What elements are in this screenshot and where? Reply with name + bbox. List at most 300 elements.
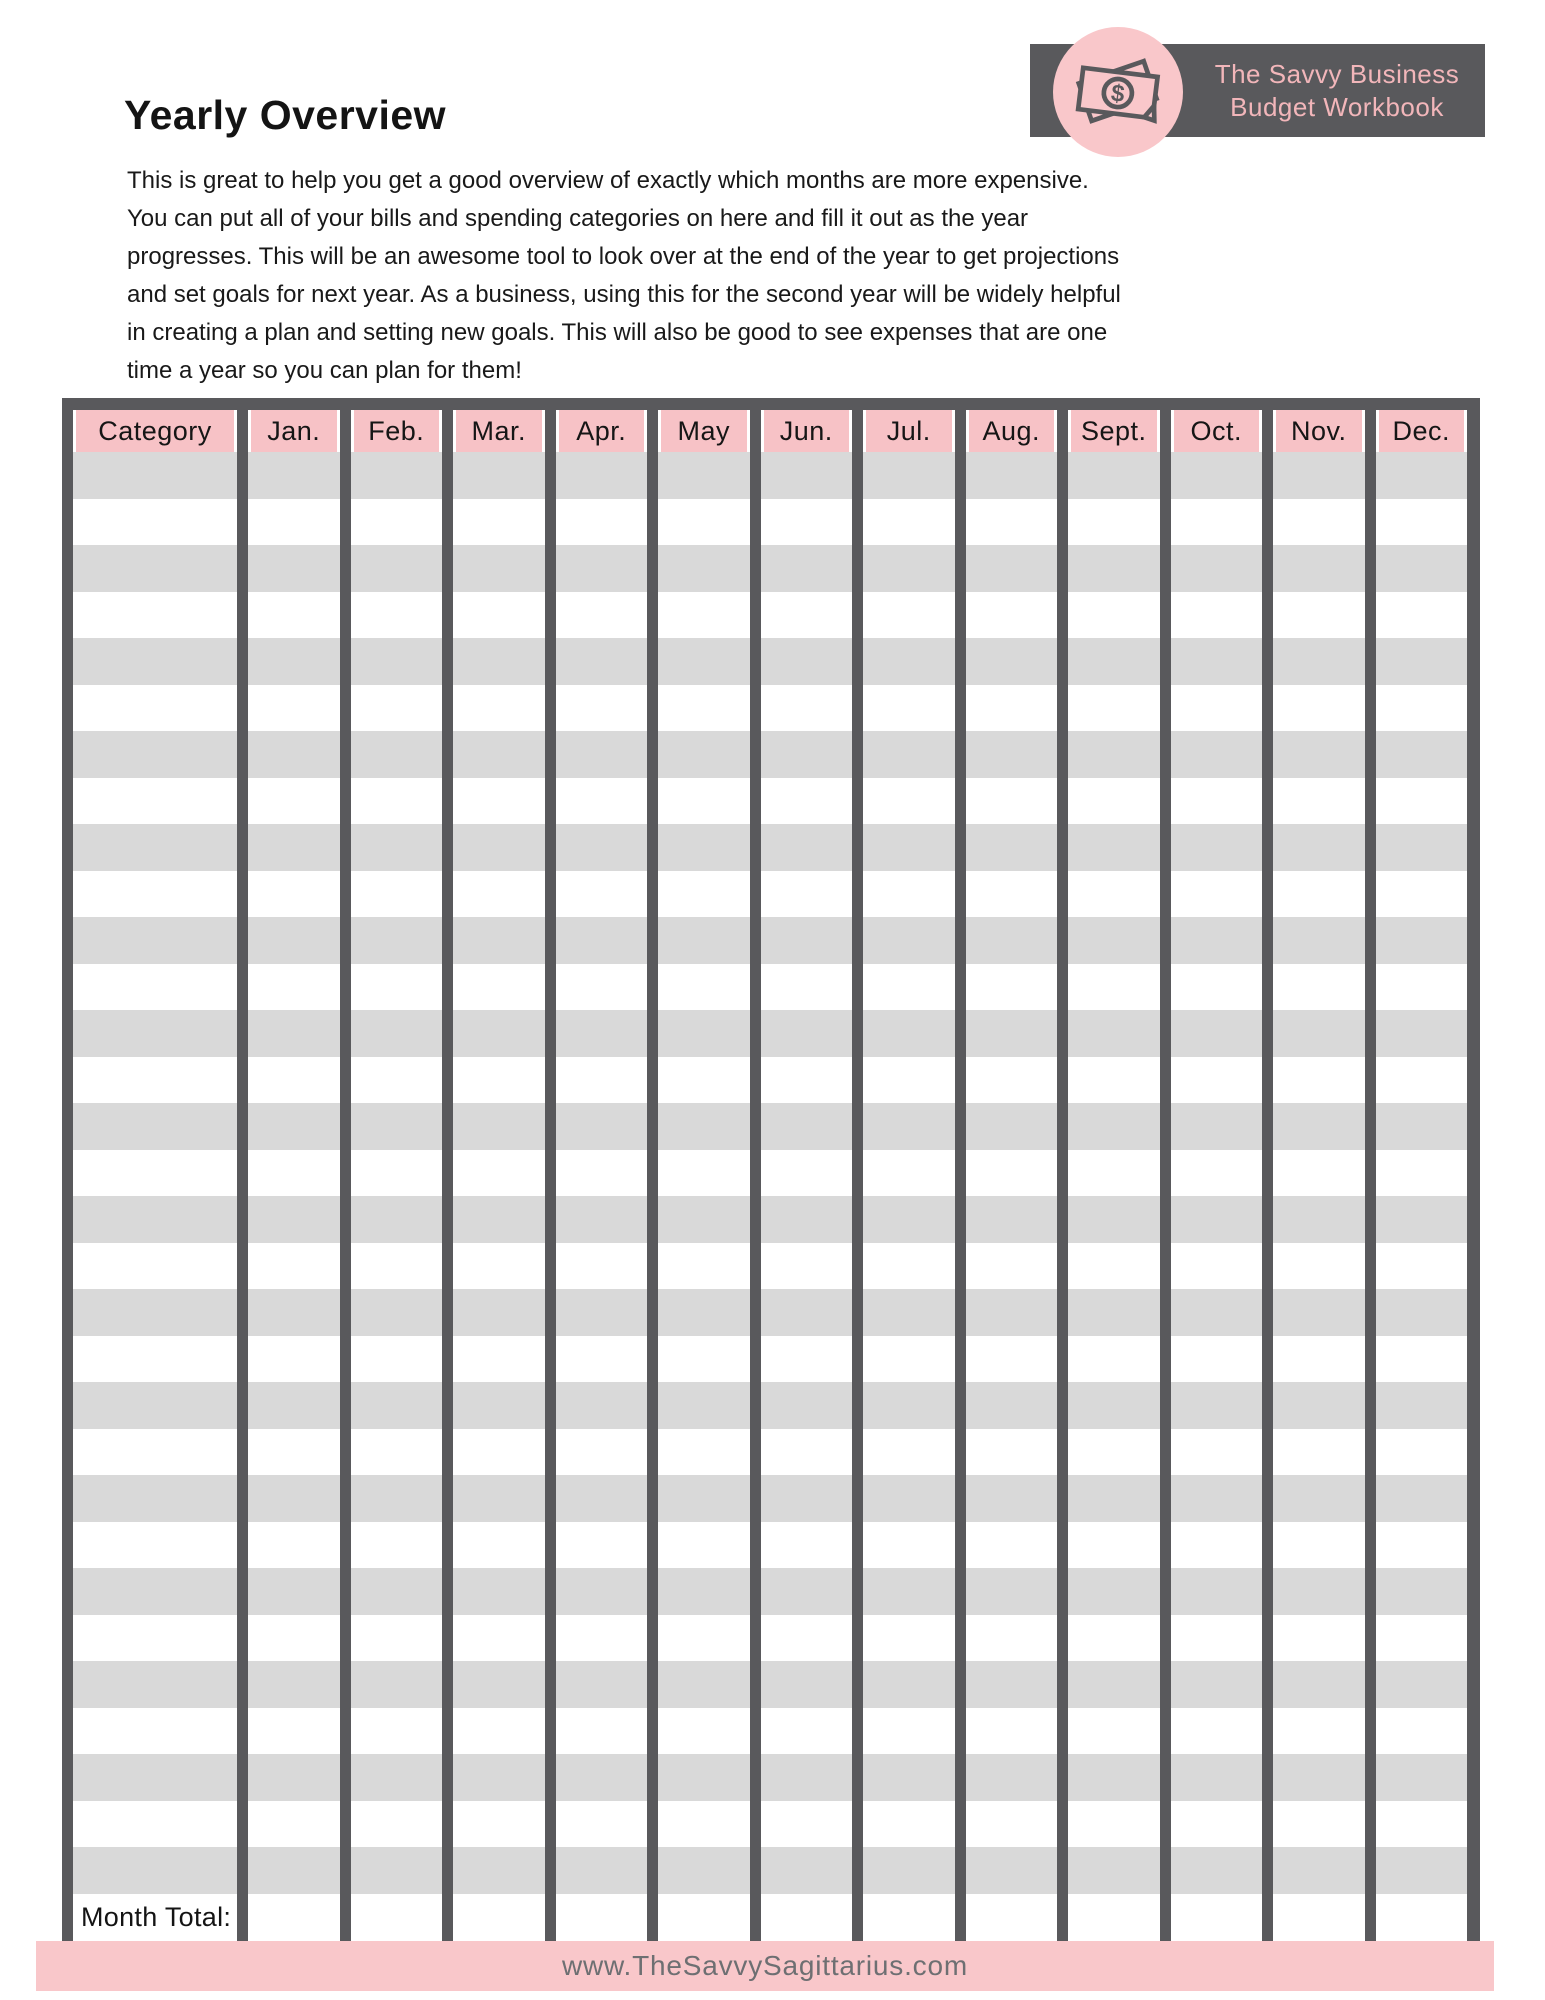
table-cell[interactable] — [556, 1057, 648, 1104]
table-cell[interactable] — [761, 1754, 853, 1801]
table-cell[interactable] — [966, 1382, 1058, 1429]
table-cell[interactable] — [248, 1103, 340, 1150]
table-cell[interactable] — [556, 452, 648, 499]
table-cell[interactable] — [1273, 638, 1365, 685]
table-cell[interactable] — [658, 638, 750, 685]
table-cell[interactable] — [1273, 1243, 1365, 1290]
table-cell[interactable] — [966, 871, 1058, 918]
table-cell[interactable] — [658, 1754, 750, 1801]
month-total-cell[interactable] — [351, 1894, 443, 1942]
table-cell[interactable] — [556, 731, 648, 778]
table-cell[interactable] — [73, 1847, 237, 1894]
table-cell[interactable] — [1068, 871, 1160, 918]
table-cell[interactable] — [556, 1708, 648, 1755]
table-cell[interactable] — [351, 592, 443, 639]
table-cell[interactable] — [1376, 964, 1468, 1011]
table-cell[interactable] — [658, 731, 750, 778]
table-cell[interactable] — [351, 1196, 443, 1243]
table-cell[interactable] — [73, 1103, 237, 1150]
table-cell[interactable] — [351, 1382, 443, 1429]
table-cell[interactable] — [248, 1661, 340, 1708]
table-cell[interactable] — [1068, 499, 1160, 546]
table-cell[interactable] — [863, 592, 955, 639]
table-cell[interactable] — [73, 824, 237, 871]
table-cell[interactable] — [1068, 1475, 1160, 1522]
table-cell[interactable] — [658, 1801, 750, 1848]
table-cell[interactable] — [1171, 871, 1263, 918]
table-cell[interactable] — [248, 1615, 340, 1662]
table-cell[interactable] — [658, 1615, 750, 1662]
table-cell[interactable] — [1171, 1382, 1263, 1429]
table-cell[interactable] — [761, 917, 853, 964]
table-cell[interactable] — [351, 1847, 443, 1894]
table-cell[interactable] — [248, 1801, 340, 1848]
table-cell[interactable] — [1068, 638, 1160, 685]
table-cell[interactable] — [248, 638, 340, 685]
table-cell[interactable] — [863, 1196, 955, 1243]
table-cell[interactable] — [1171, 1336, 1263, 1383]
table-cell[interactable] — [73, 964, 237, 1011]
table-cell[interactable] — [1171, 778, 1263, 825]
table-cell[interactable] — [761, 685, 853, 732]
table-cell[interactable] — [351, 964, 443, 1011]
table-cell[interactable] — [73, 871, 237, 918]
table-cell[interactable] — [658, 1336, 750, 1383]
table-cell[interactable] — [863, 871, 955, 918]
table-cell[interactable] — [453, 1196, 545, 1243]
table-cell[interactable] — [761, 1568, 853, 1615]
table-cell[interactable] — [761, 499, 853, 546]
table-cell[interactable] — [761, 1801, 853, 1848]
table-cell[interactable] — [351, 1336, 443, 1383]
table-cell[interactable] — [1273, 1522, 1365, 1569]
table-cell[interactable] — [1171, 1568, 1263, 1615]
table-cell[interactable] — [1376, 778, 1468, 825]
table-cell[interactable] — [863, 1289, 955, 1336]
table-cell[interactable] — [556, 545, 648, 592]
table-cell[interactable] — [1376, 1103, 1468, 1150]
table-cell[interactable] — [1171, 1150, 1263, 1197]
table-cell[interactable] — [658, 1382, 750, 1429]
table-cell[interactable] — [248, 731, 340, 778]
table-cell[interactable] — [761, 1475, 853, 1522]
table-cell[interactable] — [966, 1057, 1058, 1104]
table-cell[interactable] — [351, 1661, 443, 1708]
table-cell[interactable] — [453, 1382, 545, 1429]
table-cell[interactable] — [1273, 1103, 1365, 1150]
table-cell[interactable] — [1273, 1057, 1365, 1104]
table-cell[interactable] — [556, 638, 648, 685]
table-cell[interactable] — [556, 1196, 648, 1243]
table-cell[interactable] — [966, 1475, 1058, 1522]
table-cell[interactable] — [556, 1568, 648, 1615]
table-cell[interactable] — [761, 1150, 853, 1197]
table-cell[interactable] — [863, 1382, 955, 1429]
table-cell[interactable] — [863, 1057, 955, 1104]
table-cell[interactable] — [248, 1010, 340, 1057]
table-cell[interactable] — [1273, 1615, 1365, 1662]
table-cell[interactable] — [248, 1243, 340, 1290]
table-cell[interactable] — [73, 592, 237, 639]
table-cell[interactable] — [1171, 731, 1263, 778]
table-cell[interactable] — [453, 824, 545, 871]
table-cell[interactable] — [351, 1754, 443, 1801]
table-cell[interactable] — [863, 1522, 955, 1569]
table-cell[interactable] — [658, 685, 750, 732]
table-cell[interactable] — [1376, 1475, 1468, 1522]
table-cell[interactable] — [453, 871, 545, 918]
table-cell[interactable] — [966, 731, 1058, 778]
table-cell[interactable] — [1068, 1196, 1160, 1243]
table-cell[interactable] — [761, 545, 853, 592]
table-cell[interactable] — [73, 1057, 237, 1104]
table-cell[interactable] — [966, 1615, 1058, 1662]
table-cell[interactable] — [863, 731, 955, 778]
table-cell[interactable] — [453, 1336, 545, 1383]
table-cell[interactable] — [248, 1150, 340, 1197]
table-cell[interactable] — [248, 1336, 340, 1383]
table-cell[interactable] — [658, 1475, 750, 1522]
table-cell[interactable] — [248, 1382, 340, 1429]
table-cell[interactable] — [556, 1150, 648, 1197]
table-cell[interactable] — [1068, 685, 1160, 732]
table-cell[interactable] — [73, 1568, 237, 1615]
table-cell[interactable] — [556, 499, 648, 546]
table-cell[interactable] — [863, 452, 955, 499]
table-cell[interactable] — [453, 592, 545, 639]
table-cell[interactable] — [453, 917, 545, 964]
table-cell[interactable] — [351, 1289, 443, 1336]
table-cell[interactable] — [1171, 592, 1263, 639]
table-cell[interactable] — [351, 1103, 443, 1150]
table-cell[interactable] — [1068, 452, 1160, 499]
table-cell[interactable] — [1273, 1150, 1365, 1197]
table-cell[interactable] — [658, 1150, 750, 1197]
table-cell[interactable] — [556, 1522, 648, 1569]
table-cell[interactable] — [863, 964, 955, 1011]
table-cell[interactable] — [556, 1754, 648, 1801]
table-cell[interactable] — [761, 1196, 853, 1243]
table-cell[interactable] — [1171, 1196, 1263, 1243]
table-cell[interactable] — [863, 1336, 955, 1383]
table-cell[interactable] — [1376, 638, 1468, 685]
table-cell[interactable] — [1376, 1010, 1468, 1057]
table-cell[interactable] — [453, 1150, 545, 1197]
table-cell[interactable] — [1068, 1847, 1160, 1894]
table-cell[interactable] — [453, 499, 545, 546]
table-cell[interactable] — [453, 1754, 545, 1801]
table-cell[interactable] — [1171, 1754, 1263, 1801]
table-cell[interactable] — [1273, 592, 1365, 639]
table-cell[interactable] — [1171, 685, 1263, 732]
table-cell[interactable] — [1273, 545, 1365, 592]
month-total-cell[interactable] — [1273, 1894, 1365, 1942]
table-cell[interactable] — [966, 545, 1058, 592]
table-cell[interactable] — [248, 1057, 340, 1104]
table-cell[interactable] — [863, 917, 955, 964]
table-cell[interactable] — [761, 1289, 853, 1336]
table-cell[interactable] — [966, 638, 1058, 685]
month-total-cell[interactable] — [966, 1894, 1058, 1942]
table-cell[interactable] — [556, 1847, 648, 1894]
table-cell[interactable] — [73, 1615, 237, 1662]
table-cell[interactable] — [1171, 545, 1263, 592]
table-cell[interactable] — [1171, 1010, 1263, 1057]
table-cell[interactable] — [453, 1010, 545, 1057]
table-cell[interactable] — [658, 545, 750, 592]
table-cell[interactable] — [1376, 731, 1468, 778]
table-cell[interactable] — [351, 1522, 443, 1569]
month-total-cell[interactable] — [453, 1894, 545, 1942]
table-cell[interactable] — [453, 778, 545, 825]
table-cell[interactable] — [351, 1801, 443, 1848]
table-cell[interactable] — [761, 731, 853, 778]
table-cell[interactable] — [1376, 1429, 1468, 1476]
table-cell[interactable] — [1273, 1708, 1365, 1755]
table-cell[interactable] — [1068, 1568, 1160, 1615]
table-cell[interactable] — [1376, 1661, 1468, 1708]
table-cell[interactable] — [1171, 499, 1263, 546]
table-cell[interactable] — [556, 824, 648, 871]
table-cell[interactable] — [863, 685, 955, 732]
table-cell[interactable] — [863, 1661, 955, 1708]
table-cell[interactable] — [966, 824, 1058, 871]
table-cell[interactable] — [453, 1429, 545, 1476]
table-cell[interactable] — [1273, 824, 1365, 871]
table-cell[interactable] — [1376, 1522, 1468, 1569]
table-cell[interactable] — [966, 1754, 1058, 1801]
table-cell[interactable] — [1171, 1708, 1263, 1755]
month-total-cell[interactable] — [1171, 1894, 1263, 1942]
table-cell[interactable] — [966, 1801, 1058, 1848]
table-cell[interactable] — [1376, 1336, 1468, 1383]
month-total-cell[interactable] — [658, 1894, 750, 1942]
month-total-cell[interactable] — [761, 1894, 853, 1942]
table-cell[interactable] — [966, 1429, 1058, 1476]
table-cell[interactable] — [863, 1801, 955, 1848]
table-cell[interactable] — [966, 1568, 1058, 1615]
table-cell[interactable] — [1068, 1103, 1160, 1150]
table-cell[interactable] — [1376, 452, 1468, 499]
table-cell[interactable] — [556, 1382, 648, 1429]
table-cell[interactable] — [966, 964, 1058, 1011]
table-cell[interactable] — [73, 1522, 237, 1569]
table-cell[interactable] — [73, 1382, 237, 1429]
table-cell[interactable] — [73, 685, 237, 732]
table-cell[interactable] — [453, 1057, 545, 1104]
table-cell[interactable] — [966, 1196, 1058, 1243]
table-cell[interactable] — [1068, 1615, 1160, 1662]
table-cell[interactable] — [453, 1289, 545, 1336]
table-cell[interactable] — [658, 778, 750, 825]
table-cell[interactable] — [658, 917, 750, 964]
table-cell[interactable] — [863, 545, 955, 592]
table-cell[interactable] — [966, 1103, 1058, 1150]
table-cell[interactable] — [1273, 964, 1365, 1011]
table-cell[interactable] — [73, 1196, 237, 1243]
table-cell[interactable] — [351, 1243, 443, 1290]
month-total-cell[interactable] — [863, 1894, 955, 1942]
table-cell[interactable] — [863, 1708, 955, 1755]
table-cell[interactable] — [248, 1708, 340, 1755]
table-cell[interactable] — [1171, 1801, 1263, 1848]
table-cell[interactable] — [658, 452, 750, 499]
table-cell[interactable] — [1068, 731, 1160, 778]
table-cell[interactable] — [1376, 1196, 1468, 1243]
table-cell[interactable] — [1171, 1475, 1263, 1522]
table-cell[interactable] — [1068, 1150, 1160, 1197]
table-cell[interactable] — [248, 778, 340, 825]
table-cell[interactable] — [1376, 1568, 1468, 1615]
table-cell[interactable] — [1068, 1243, 1160, 1290]
table-cell[interactable] — [658, 1568, 750, 1615]
table-cell[interactable] — [1376, 1289, 1468, 1336]
table-cell[interactable] — [248, 964, 340, 1011]
table-cell[interactable] — [761, 1708, 853, 1755]
table-cell[interactable] — [453, 1103, 545, 1150]
table-cell[interactable] — [453, 1708, 545, 1755]
table-cell[interactable] — [1068, 1661, 1160, 1708]
table-cell[interactable] — [1273, 1801, 1365, 1848]
table-cell[interactable] — [73, 731, 237, 778]
table-cell[interactable] — [73, 778, 237, 825]
table-cell[interactable] — [658, 1103, 750, 1150]
table-cell[interactable] — [658, 1429, 750, 1476]
table-cell[interactable] — [658, 1057, 750, 1104]
table-cell[interactable] — [1376, 1057, 1468, 1104]
table-cell[interactable] — [453, 1615, 545, 1662]
table-cell[interactable] — [658, 1010, 750, 1057]
table-cell[interactable] — [863, 1754, 955, 1801]
table-cell[interactable] — [248, 499, 340, 546]
table-cell[interactable] — [556, 1475, 648, 1522]
table-cell[interactable] — [863, 1010, 955, 1057]
table-cell[interactable] — [73, 1243, 237, 1290]
table-cell[interactable] — [1273, 499, 1365, 546]
table-cell[interactable] — [658, 1522, 750, 1569]
table-cell[interactable] — [73, 1661, 237, 1708]
table-cell[interactable] — [1068, 1336, 1160, 1383]
table-cell[interactable] — [1376, 1615, 1468, 1662]
table-cell[interactable] — [453, 638, 545, 685]
table-cell[interactable] — [351, 1708, 443, 1755]
table-cell[interactable] — [658, 1289, 750, 1336]
table-cell[interactable] — [556, 685, 648, 732]
table-cell[interactable] — [863, 1150, 955, 1197]
table-cell[interactable] — [1376, 1708, 1468, 1755]
table-cell[interactable] — [1171, 1522, 1263, 1569]
table-cell[interactable] — [1376, 499, 1468, 546]
table-cell[interactable] — [453, 1475, 545, 1522]
table-cell[interactable] — [1171, 1103, 1263, 1150]
table-cell[interactable] — [1068, 964, 1160, 1011]
table-cell[interactable] — [761, 1429, 853, 1476]
month-total-cell[interactable] — [556, 1894, 648, 1942]
table-cell[interactable] — [1171, 917, 1263, 964]
table-cell[interactable] — [1273, 1847, 1365, 1894]
table-cell[interactable] — [556, 1010, 648, 1057]
table-cell[interactable] — [1273, 871, 1365, 918]
table-cell[interactable] — [556, 592, 648, 639]
table-cell[interactable] — [761, 1661, 853, 1708]
table-cell[interactable] — [351, 871, 443, 918]
table-cell[interactable] — [863, 1429, 955, 1476]
table-cell[interactable] — [351, 1568, 443, 1615]
table-cell[interactable] — [248, 1475, 340, 1522]
table-cell[interactable] — [1376, 592, 1468, 639]
table-cell[interactable] — [453, 1801, 545, 1848]
table-cell[interactable] — [966, 1708, 1058, 1755]
table-cell[interactable] — [248, 871, 340, 918]
table-cell[interactable] — [863, 638, 955, 685]
table-cell[interactable] — [351, 545, 443, 592]
table-cell[interactable] — [1376, 685, 1468, 732]
table-cell[interactable] — [248, 1429, 340, 1476]
table-cell[interactable] — [863, 1615, 955, 1662]
table-cell[interactable] — [248, 1289, 340, 1336]
table-cell[interactable] — [1068, 545, 1160, 592]
table-cell[interactable] — [966, 1336, 1058, 1383]
table-cell[interactable] — [1068, 917, 1160, 964]
table-cell[interactable] — [863, 1475, 955, 1522]
table-cell[interactable] — [351, 638, 443, 685]
table-cell[interactable] — [73, 1708, 237, 1755]
table-cell[interactable] — [556, 1615, 648, 1662]
table-cell[interactable] — [73, 638, 237, 685]
month-total-cell[interactable] — [1376, 1894, 1468, 1942]
table-cell[interactable] — [1273, 1010, 1365, 1057]
table-cell[interactable] — [453, 1661, 545, 1708]
table-cell[interactable] — [556, 1429, 648, 1476]
table-cell[interactable] — [453, 1568, 545, 1615]
table-cell[interactable] — [1171, 1661, 1263, 1708]
table-cell[interactable] — [966, 685, 1058, 732]
table-cell[interactable] — [351, 1615, 443, 1662]
table-cell[interactable] — [73, 545, 237, 592]
table-cell[interactable] — [761, 778, 853, 825]
table-cell[interactable] — [1171, 1243, 1263, 1290]
table-cell[interactable] — [1273, 452, 1365, 499]
table-cell[interactable] — [1376, 824, 1468, 871]
table-cell[interactable] — [658, 499, 750, 546]
table-cell[interactable] — [863, 824, 955, 871]
table-cell[interactable] — [556, 1103, 648, 1150]
table-cell[interactable] — [73, 1150, 237, 1197]
table-cell[interactable] — [658, 1708, 750, 1755]
month-total-cell[interactable] — [1068, 1894, 1160, 1942]
table-cell[interactable] — [863, 1243, 955, 1290]
table-cell[interactable] — [1273, 917, 1365, 964]
table-cell[interactable] — [1068, 1522, 1160, 1569]
table-cell[interactable] — [761, 1847, 853, 1894]
table-cell[interactable] — [73, 1429, 237, 1476]
table-cell[interactable] — [966, 452, 1058, 499]
table-cell[interactable] — [248, 685, 340, 732]
table-cell[interactable] — [1376, 1847, 1468, 1894]
table-cell[interactable] — [453, 452, 545, 499]
table-cell[interactable] — [351, 685, 443, 732]
table-cell[interactable] — [761, 1522, 853, 1569]
table-cell[interactable] — [453, 545, 545, 592]
table-cell[interactable] — [1171, 964, 1263, 1011]
table-cell[interactable] — [1171, 1615, 1263, 1662]
table-cell[interactable] — [863, 778, 955, 825]
table-cell[interactable] — [1068, 1708, 1160, 1755]
table-cell[interactable] — [248, 1522, 340, 1569]
table-cell[interactable] — [1171, 638, 1263, 685]
table-cell[interactable] — [1273, 1475, 1365, 1522]
table-cell[interactable] — [351, 1010, 443, 1057]
